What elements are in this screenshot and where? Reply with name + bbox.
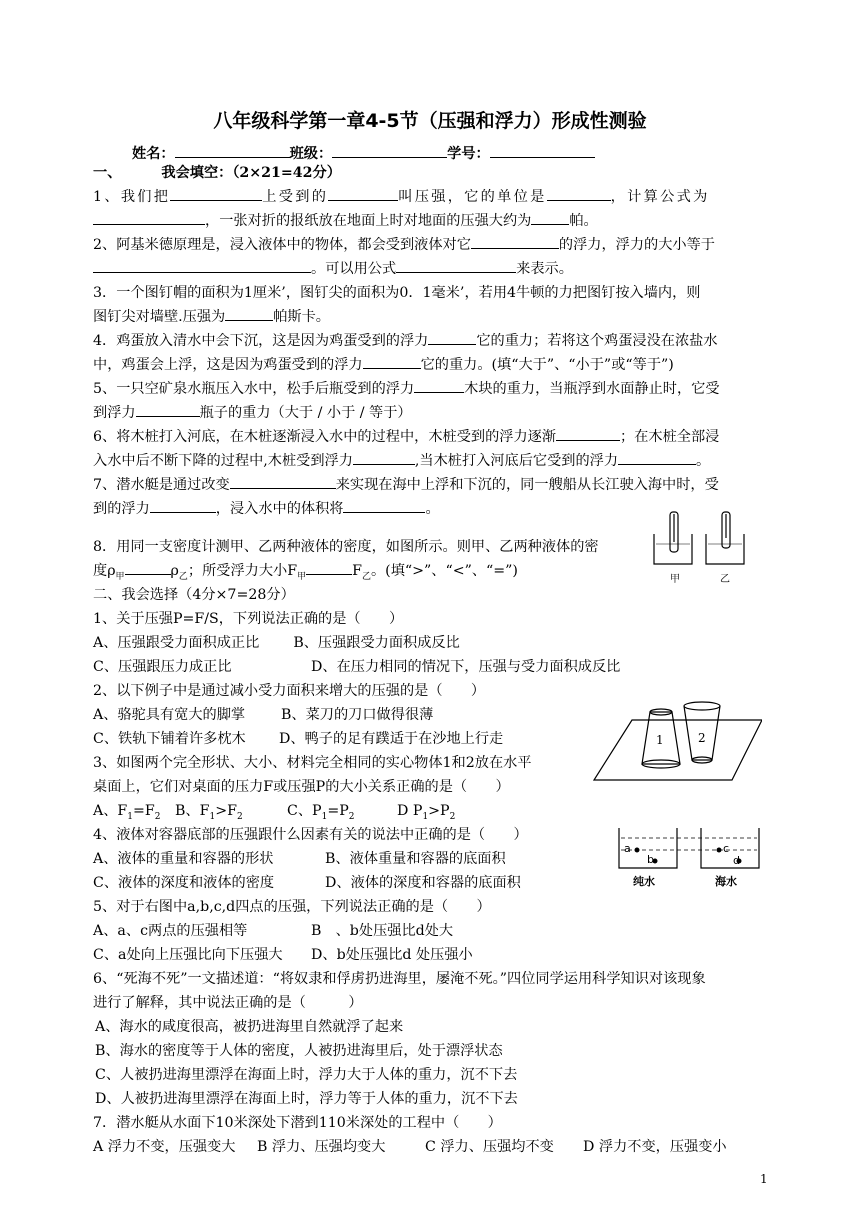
q8-rho-b: ρ [170,563,179,579]
c4-option-a[interactable]: A、液体的重量和容器的形状 [93,851,274,867]
c3-option-d[interactable]: D $P_1>P_2$ [397,803,456,822]
q8-sub-d: 甲 [297,571,307,582]
q5-blank2[interactable] [136,404,200,417]
q6-text-a: 6、将木桩打入河底，在木桩逐渐浸入水中的过程中，木桩受到的浮力逐渐 [93,429,557,445]
c4-row1 [93,850,506,868]
hydrometer-figure [650,510,750,590]
c3-option-b[interactable]: B、$F_1>F_2$ [175,803,243,822]
q6-blank1[interactable] [556,428,620,441]
objects-on-table-figure [592,690,762,790]
q1-blank4[interactable] [93,212,205,225]
q5-blank1[interactable] [414,380,464,393]
c4-row2 [93,874,521,892]
q3-text-b: 图钉尖对墙壁.压强为 [93,309,226,325]
q6-blank2[interactable] [353,452,415,465]
q6-text-b: ；在木桩全部浸 [620,429,720,445]
q7-line1 [93,476,719,494]
c6-option-d[interactable]: D、人被扔进海里漂浮在海面上时，浮力等于人体的重力，沉不下去 [95,1091,518,1107]
q2-blank1[interactable] [471,236,559,249]
q2-line1 [93,236,715,254]
label-d: d [733,854,740,867]
c4-option-b[interactable]: B、液体重量和容器的底面积 [325,851,506,867]
c2-row2 [93,730,503,748]
q8-text-e: F [352,563,362,579]
fig-label-2: 2 [698,731,706,745]
c5-option-c[interactable]: C、a处向上压强比向下压强大 [93,947,283,963]
section1-number: 一、 [93,165,122,181]
q8-text-d: ；所受浮力大小F [187,563,298,579]
beakers-figure [615,822,765,890]
class-blank[interactable] [332,145,447,158]
c2-option-c[interactable]: C、铁轨下铺着许多枕木 [93,731,246,747]
c7-option-d[interactable]: D 浮力不变，压强变小 [583,1139,727,1155]
q1-blank3[interactable] [547,188,611,201]
student-info-line [132,143,595,163]
page-number: 1 [760,1172,768,1186]
q8-rho-a: 度ρ [93,563,116,579]
c7-options [93,1138,727,1156]
q3-text-c: 帕斯卡。 [273,309,330,325]
q1-text-d: ，计算公式为 [610,189,710,205]
name-blank[interactable] [175,145,290,158]
q7-text-d: ，浸入水中的体积将 [215,501,344,517]
label-c: c [723,842,730,855]
c2-option-b[interactable]: B、菜刀的刀口做得很薄 [281,707,434,723]
q4-text-c: 中，鸡蛋会上浮，这是因为鸡蛋受到的浮力 [93,357,363,373]
c7-option-a[interactable]: A 浮力不变，压强变大 [93,1139,236,1155]
c1-option-b[interactable]: B、压强跟受力面积成反比 [293,635,460,651]
q4-text-b: 它的重力；若将这个鸡蛋浸没在浓盐水 [476,333,718,349]
q3-blank[interactable] [225,308,273,321]
c5-option-d[interactable]: D、b处压强比d 处压强小 [311,947,473,963]
q8-sub-b: 乙 [178,571,188,582]
c5-row1 [93,922,453,940]
q5-text-a: 5、一只空矿泉水瓶压入水中，松手后瓶受到的浮力 [93,381,415,397]
c6-option-b[interactable]: B、海水的密度等于人体的密度，人被扔进海里后，处于漂浮状态 [95,1043,503,1059]
q8-line2 [93,562,518,586]
c5-option-a[interactable]: A、a、c两点的压强相等 [93,923,248,939]
section2-heading: 二、我会选择（4分×7=28分） [93,587,295,603]
q1-text-c: 叫压强，它的单位是 [398,189,547,205]
q1-line2 [93,212,598,230]
q7-blank3[interactable] [343,500,425,513]
q6-text-d: ,当木桩打入河底后它受到的浮力 [414,453,619,469]
label-sea-water: 海水 [715,875,737,888]
q1-blank5[interactable] [531,212,569,225]
q8-sub-a: 甲 [115,571,125,582]
q7-line2 [93,500,440,518]
c6-question-line2: 进行了解释，其中说法正确的是（ ） [93,995,363,1011]
c7-option-c[interactable]: C 浮力、压强均不变 [425,1139,554,1155]
point-a [635,848,640,853]
c3-question-line1: 3、如图两个完全形状、大小、材料完全相同的实心物体1和2放在水平 [93,755,532,771]
section1-title: 我会填空：（2×21=42分） [161,165,341,181]
q2-text-a: 2、阿基米德原理是，浸入液体中的物体，都会受到液体对它 [93,237,471,253]
q1-text-a: 1、我们把 [93,189,171,205]
q1-blank2[interactable] [328,188,398,201]
label-b: b [647,853,654,866]
c4-option-d[interactable]: D、液体的深度和容器的底面积 [325,875,521,891]
q6-blank3[interactable] [618,452,696,465]
q3-line1: 3．一个图钉帽的面积为1厘米’，图钉尖的面积为0．1毫米’，若用4牛顿的力把图钉按入墙内，则 [93,285,701,301]
q2-line2 [93,260,573,278]
q4-line1 [93,332,718,350]
q5-text-c: 到浮力 [93,405,136,421]
q4-blank1[interactable] [428,332,476,345]
c7-question: 7．潜水艇从水面下10米深处下潜到110米深处的工程中（ ） [93,1115,502,1131]
c1-option-c[interactable]: C、压强跟压力成正比 [93,659,232,675]
q6-text-c: 入水中后不断下降的过程中,木桩受到浮力 [93,453,353,469]
c2-question: 2、以下例子中是通过减小受力面积来增大的压强的是（ ） [93,683,486,699]
q8-text-f: 。(填“>”、“<”、“=”) [370,563,518,579]
c2-option-a[interactable]: A、骆驼具有宽大的脚掌 [93,707,246,723]
c2-option-d[interactable]: D、鸭子的足有蹼适于在沙地上行走 [279,731,504,747]
q2-text-b: 的浮力，浮力的大小等于 [558,237,715,253]
q7-text-a: 7、潜水艇是通过改变 [93,477,230,493]
q3-line2 [93,308,330,326]
c6-option-c[interactable]: C、人被扔进海里漂浮在海面上时，浮力大于人体的重力，沉不下去 [95,1067,518,1083]
c3-option-a[interactable]: A、$F_1=F_2$ [93,803,161,822]
q2-text-c: 。可以用公式 [311,261,397,277]
label-pure-water: 纯水 [633,875,655,888]
q1-blank1[interactable] [170,188,262,201]
label-a: a [624,842,631,855]
c4-question: 4、液体对容器底部的压强跟什么因素有关的说法中正确的是（ ） [93,827,528,843]
q5-line2 [93,404,412,422]
c1-row1 [93,634,460,652]
q8-sub-e: 乙 [361,571,371,582]
q4-blank2[interactable] [363,356,421,369]
q1-text-f: 帕。 [569,213,598,229]
q8-blank2[interactable] [306,562,352,575]
q1-text-e: ，一张对折的报纸放在地面上时对地面的压强大约为 [205,213,532,229]
q5-text-b: 木块的重力，当瓶浮到水面静止时，它受 [464,381,720,397]
c2-row1 [93,706,433,724]
c5-option-b[interactable]: B 、b处压强比d处大 [311,923,454,939]
fig-label-jia: 甲 [670,574,680,585]
q7-text-c: 到的浮力 [93,501,150,517]
q5-line1 [93,380,720,398]
q7-blank1[interactable] [230,476,336,489]
q7-text-e: 。 [425,501,440,517]
q6-line2 [93,452,710,470]
q4-line2 [93,356,674,374]
name-label: 姓名： [132,146,175,162]
c5-row2 [93,946,473,964]
class-label: 班级： [289,146,333,162]
q1-text-b: 上受到的 [262,189,329,205]
point-c [717,848,722,853]
fig-label-yi: 乙 [720,574,730,585]
section1-heading [93,164,341,182]
q5-text-d: 瓶子的重力（大于 / 小于 / 等于） [199,405,412,421]
q2-blank2[interactable] [93,260,311,273]
q1-line1 [93,188,710,206]
c5-question: 5、对于右图中a,b,c,d四点的压强，下列说法正确的是（ ） [93,899,491,915]
q4-text-a: 4．鸡蛋放入清水中会下沉，这是因为鸡蛋受到的浮力 [93,333,429,349]
q4-text-d: 它的重力。(填“大于”、“小于”或“等于”) [420,357,674,373]
c6-option-a[interactable]: A、海水的咸度很高，被扔进海里自然就浮了起来 [95,1019,404,1035]
q8-line1: 8．用同一支密度计测甲、乙两种液体的密度，如图所示。则甲、乙两种液体的密 [93,539,599,555]
q2-blank3[interactable] [396,260,516,273]
fig-label-1: 1 [656,733,664,747]
c7-option-b[interactable]: B 浮力、压强均变大 [257,1139,386,1155]
id-blank[interactable] [490,145,595,158]
q2-text-d: 来表示。 [516,261,573,277]
c3-options [93,802,455,826]
c1-option-d[interactable]: D、在压力相同的情况下，压强与受力面积成反比 [311,659,621,675]
q6-line1 [93,428,719,446]
q6-text-e: 。 [696,453,711,469]
c3-option-c[interactable]: C、$P_1=P_2$ [287,803,355,822]
id-label: 学号： [447,146,490,162]
c1-row2 [93,658,620,676]
c3-question-line2: 桌面上，它们对桌面的压力F或压强P的大小关系正确的是（ ） [93,779,510,795]
c4-option-c[interactable]: C、液体的深度和液体的密度 [93,875,275,891]
c1-option-a[interactable]: A、压强跟受力面积成正比 [93,635,260,651]
page-title: 八年级科学第一章4-5节（压强和浮力）形成性测验 [213,110,647,132]
q7-blank2[interactable] [150,500,216,513]
q8-blank1[interactable] [125,562,171,575]
c1-question: 1、关于压强P=F/S，下列说法正确的是（ ） [93,611,404,627]
q7-text-b: 来实现在海中上浮和下沉的，同一艘船从长江驶入海中时，受 [335,477,719,493]
c6-question-line1: 6、“死海不死”一文描述道：“将奴隶和俘虏扔进海里，屡淹不死。”四位同学运用科学知识对该现象 [93,971,706,987]
